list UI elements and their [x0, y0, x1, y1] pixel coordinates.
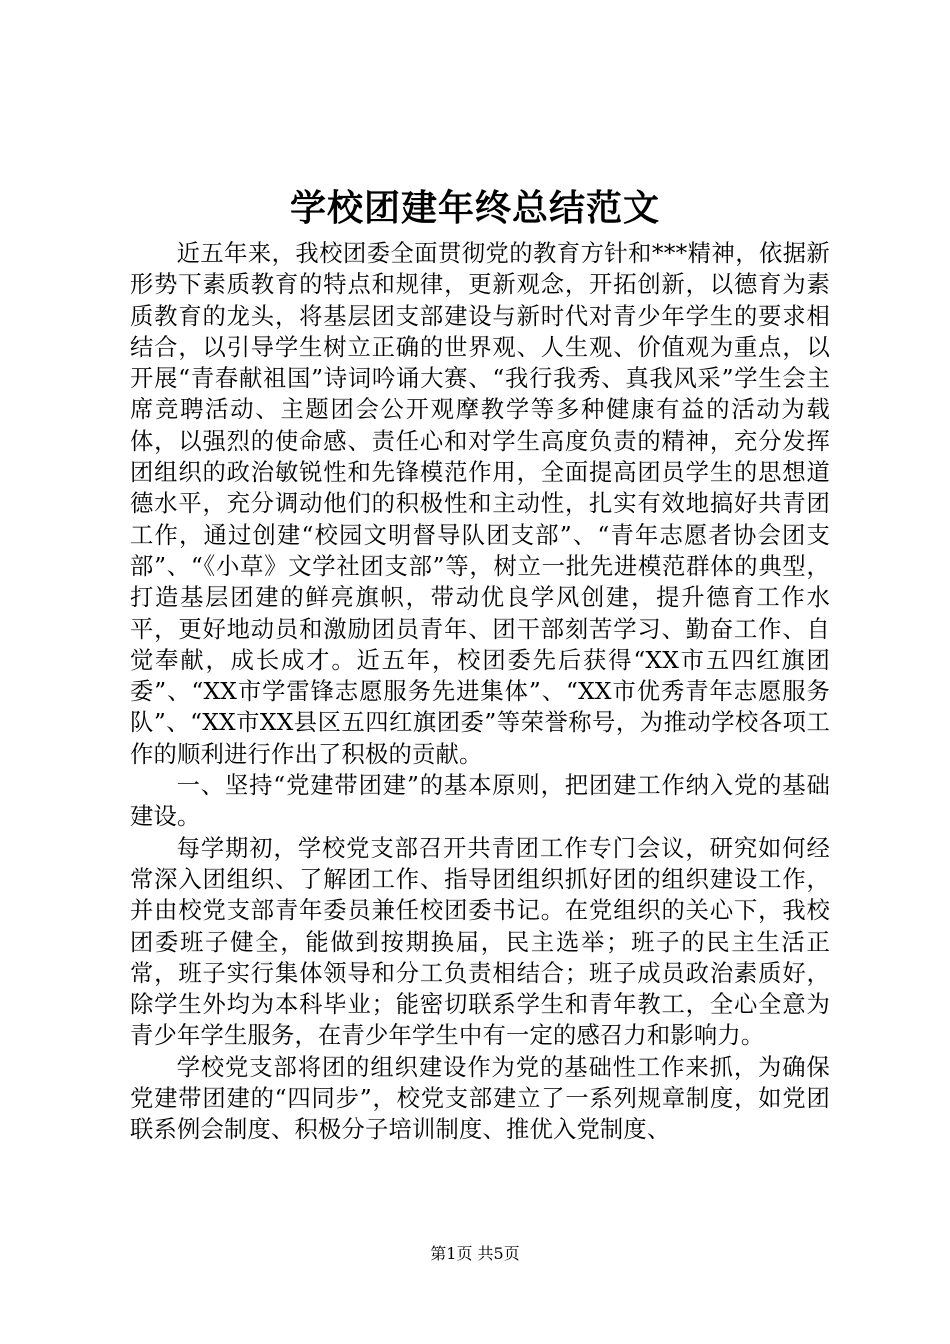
paragraph-section1-cont: 学校党支部将团的组织建设作为党的基础性工作来抓，为确保党建带团建的“四同步”，校党支部建立了一系列规章制度，如党团联系例会制度、积极分子培训制度、推优入党制度、 — [130, 1053, 830, 1144]
section-heading-1: 一、坚持“党建带团建”的基本原则，把团建工作纳入党的基础建设。 — [130, 772, 830, 831]
document-body — [130, 238, 830, 1146]
document-title: 学校团建年终总结范文 — [289, 187, 660, 229]
paragraph-intro: 近五年来，我校团委全面贯彻党的教育方针和***精神，依据新形势下素质教育的特点和规律，更新观念，开拓创新，以德育为素质教育的龙头，将基层团支部建设与新时代对青少年学生的要求相结合，以引导学生树立正确的世界观、人生观、价值观为重点，以开展“青春献祖国”诗词吟诵大赛、“我行我秀、真我风采”学生会主席竞聘活动、主题团会公开观摩教学等多种健康有益的活动为载体，以强烈的使命感、责任心和对学生高度负责的精神，充分发挥团组织的政治敏锐性和先锋模范作用，全面提高团员学生的思想道德水平，充分调动他们的积极性和主动性，扎实有效地搞好共青团工作，通过创建“校园文明督导队团支部”、“青年志愿者协会团支部”、“《小草》文学社团支部”等，树立一批先进模范群体的典型，打造基层团建的鲜亮旗帜，带动优良学风创建，提升德育工作水平，更好地动员和激励团员青年、团干部刻苦学习、勤奋工作、自觉奉献，成长成才。近五年，校团委先后获得“XX市五四红旗团委”、“XX市学雷锋志愿服务先进集体”、“XX市优秀青年志愿服务队”、“XX市XX县区五四红旗团委”等荣誉称号，为推动学校各项工作的顺利进行作出了积极的贡献。 — [130, 240, 830, 768]
page-number-footer: 第1页 共5页 — [430, 1244, 520, 1263]
paragraph-section1-body: 每学期初，学校党支部召开共青团工作专门会议，研究如何经常深入团组织、了解团工作、指导团组织抓好团的组织建设工作，并由校党支部青年委员兼任校团委书记。在党组织的关心下，我校团委班子健全，能做到按期换届，民主选举；班子的民主生活正常，班子实行集体领导和分工负责相结合；班子成员政治素质好，除学生外均为本科毕业；能密切联系学生和青年教工，全心全意为青少年学生服务，在青少年学生中有一定的感召力和影响力。 — [130, 834, 830, 1050]
